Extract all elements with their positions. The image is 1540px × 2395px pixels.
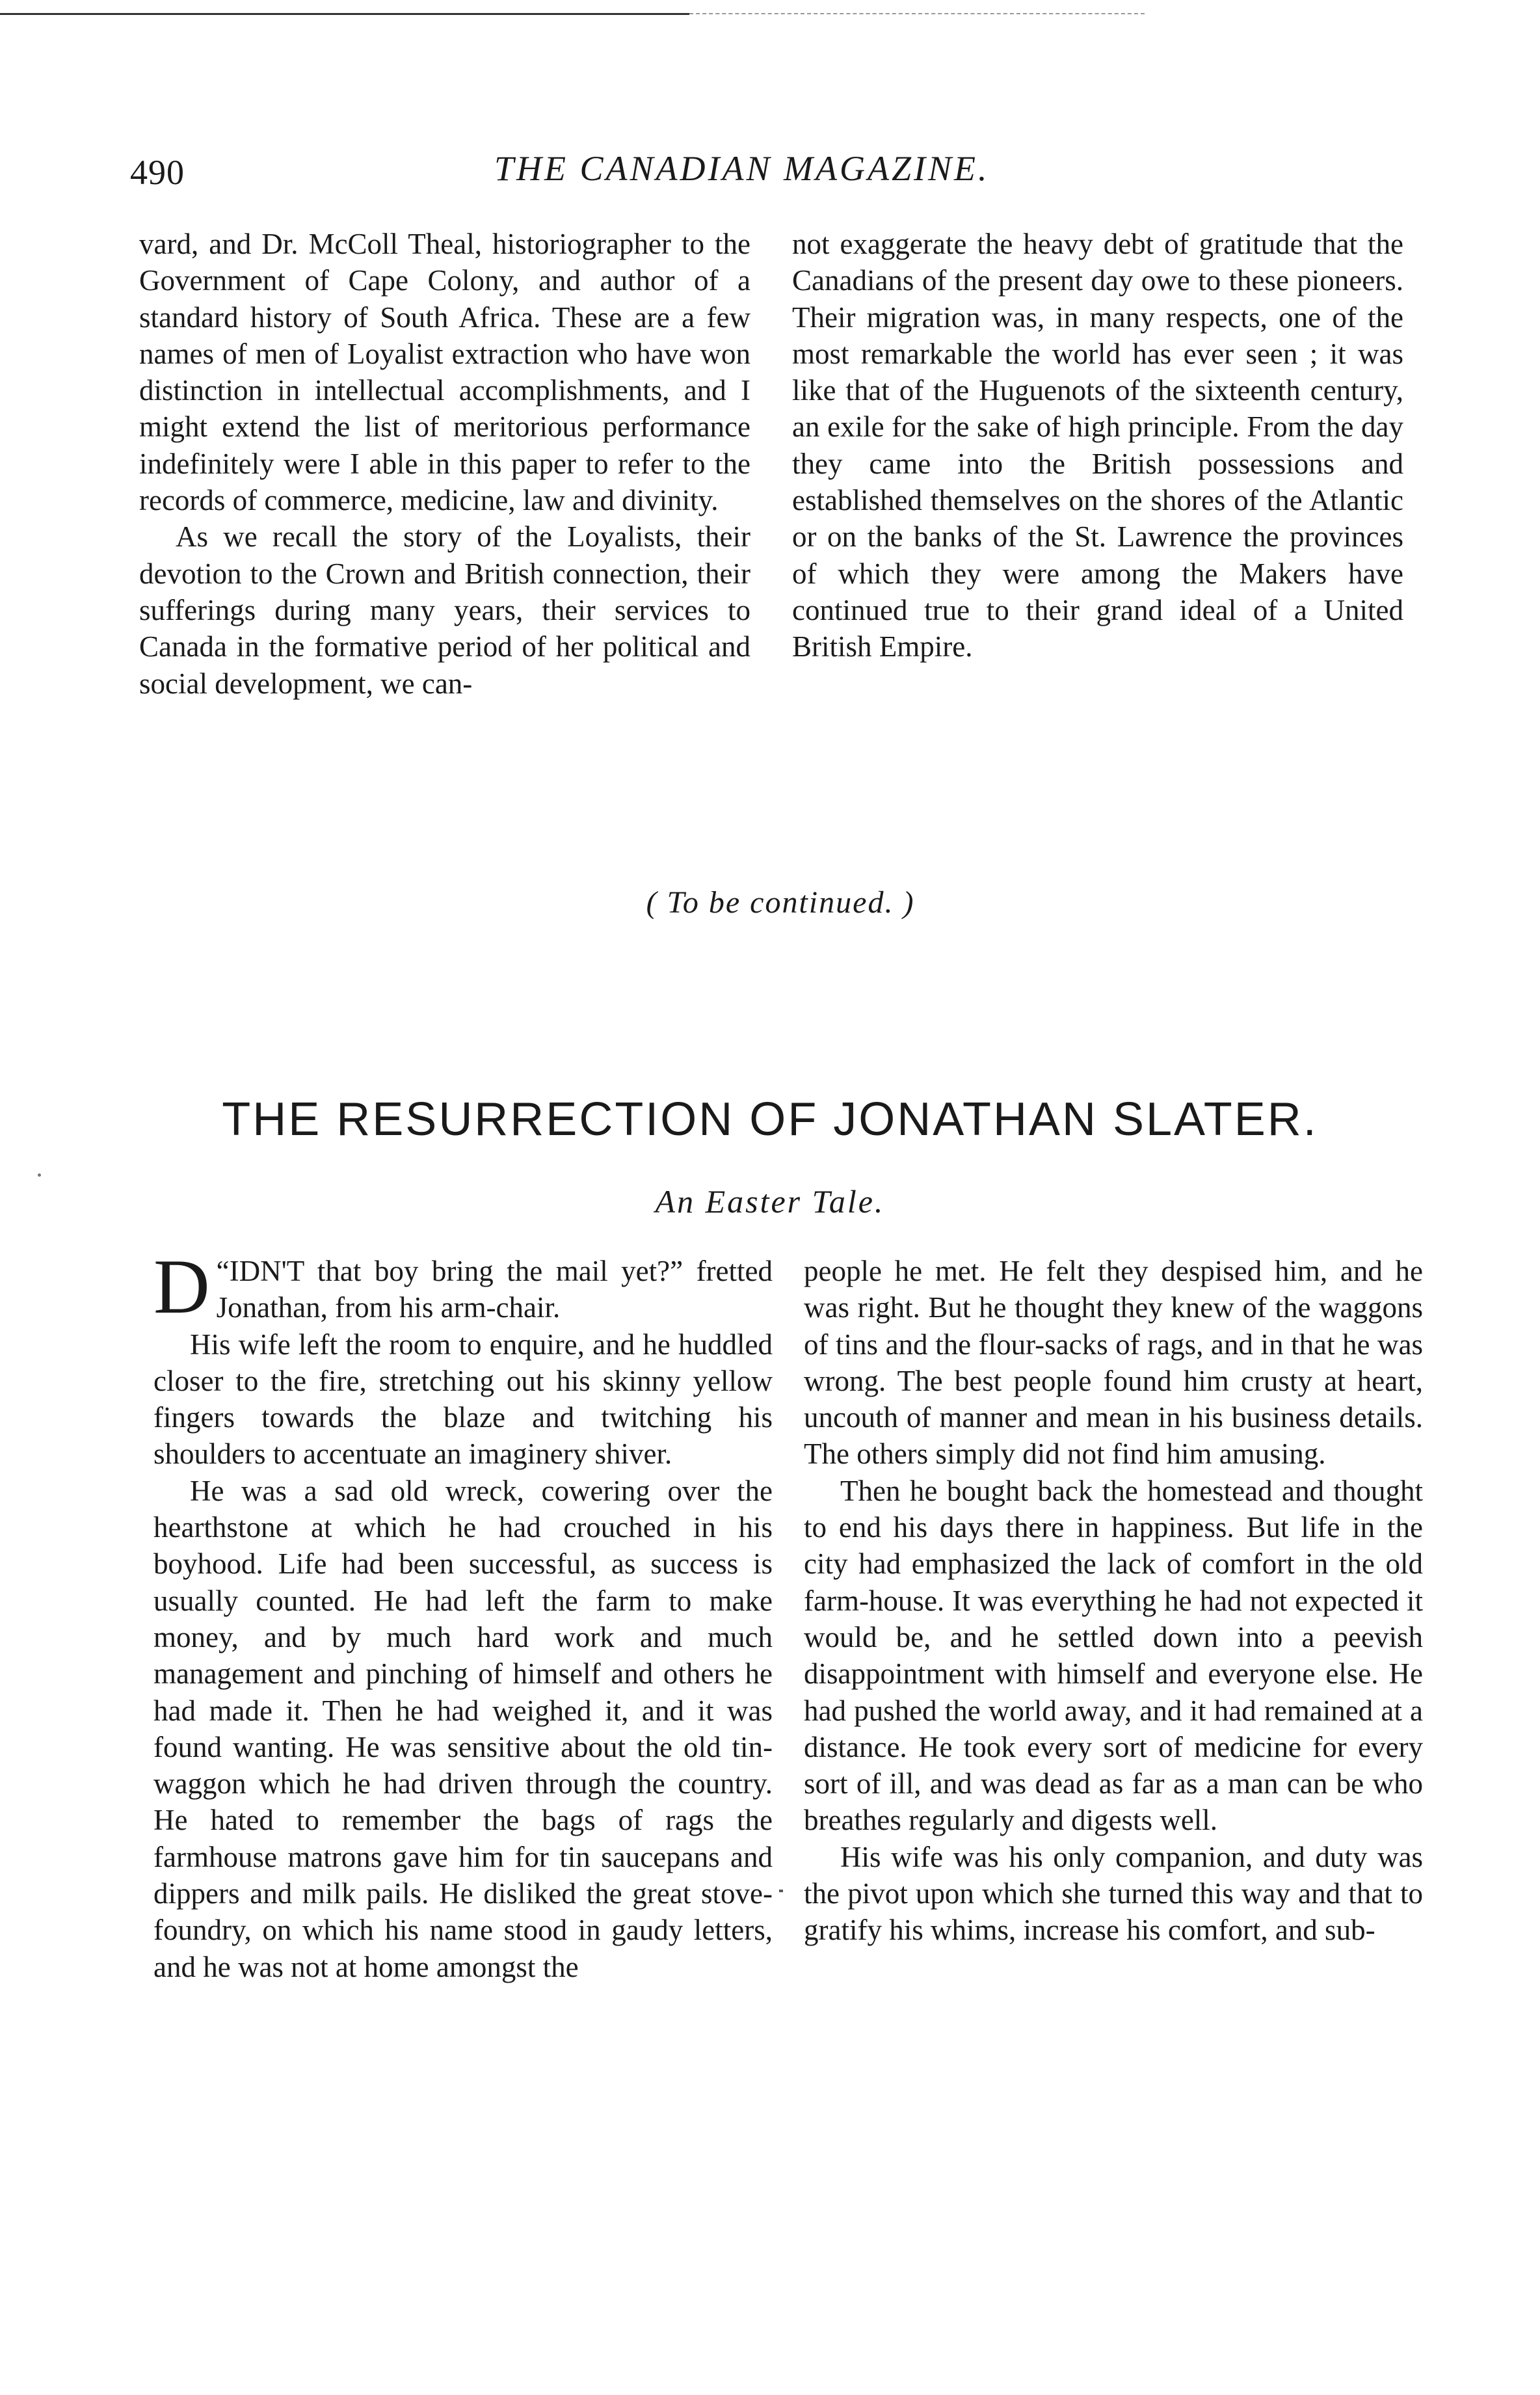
article-paragraph: vard, and Dr. McColl Theal, historiographer to the Government of Cape Colony, and author of a standard history of South Africa. These are a few names of men of Loyalist extraction who have won distinction in intellectual accomplishments, and I might extend the list of meritorious performance indefinitely were I able in this paper to refer to the records of commerce, medicine, law and divinity. (139, 228, 750, 517)
article-paragraph: As we recall the story of the Loyalists, their devotion to the Crown and British connection, their sufferings during many years, their services to Canada in the formative period of her political and social development, we can- (139, 520, 750, 700)
story-paragraph: Then he bought back the homestead and thought to end his days there in happiness. But life in the city had emphasized the lack of comfort in the old farm-house. It was everything he had not expected it would be, and he settled down into a peevish disappointment with himself and everyone else. He had pushed the world away, and it had remained at a distance. He took every sort of medicine for every sort of ill, and was dead as far as a man can be who breathes regularly and digests well. (804, 1474, 1423, 1837)
story-subtitle: An Easter Tale. (655, 1183, 885, 1220)
story-paragraph: He was a sad old wreck, cowering over the hearthstone at which he had crouched in his boyhood. Life had been successful, as success is usually counted. He had left the farm to make money, and by much hard work and much management and pinching of himself and others he had made it. Then he had weighed it, and it was found wanting. He was sensitive about the old tin-waggon which he had driven through the country. He hated to remember the bags of rags the farmhouse matrons gave him for tin saucepans and dippers and milk pails. He disliked the great stove-foundry, on which his name stood in gaudy letters, and he was not at home amongst the (153, 1474, 773, 1983)
opening-text: IDN'T that boy bring the mail yet?” fretted Jonathan, from his arm-chair. (216, 1255, 773, 1324)
story-paragraph: His wife was his only companion, and duty was the pivot upon which she turned this way and that to gratify his whims, increase his comfort, and sub- (804, 1840, 1423, 1947)
article-left-column (139, 226, 750, 702)
continued-note: ( To be continued. ) (646, 885, 915, 920)
article-paragraph: not exaggerate the heavy debt of gratitude that the Canadians of the present day owe to these pioneers. Their migration was, in many respects, one of the most remarkable the world has ever seen ; it was like that of the Huguenots of the sixteenth century, an exile for the sake of high principle. From the day they came into the British possessions and established themselves on the shores of the Atlantic or on the banks of the St. Lawrence the provinces of which they were among the Makers have continued true to their grand ideal of a United British Empire. (792, 228, 1403, 663)
story-opening-paragraph (153, 1243, 773, 1330)
top-rule (0, 13, 689, 15)
article-right-column (792, 226, 1403, 665)
page-number: 490 (130, 153, 185, 192)
story-paragraph: His wife left the room to enquire, and he huddled closer to the fire, stretching out his skinny yellow fingers towards the blaze and twitching his shoulders to accentuate an imaginery shiver. (153, 1328, 773, 1471)
story-right-column (804, 1253, 1423, 1949)
margin-mark (779, 1890, 783, 1892)
drop-cap: D (153, 1243, 210, 1330)
running-head: THE CANADIAN MAGAZINE. (494, 149, 990, 188)
opening-quote: “ (216, 1255, 230, 1287)
story-title: THE RESURRECTION OF JONATHAN SLATER. (222, 1093, 1318, 1145)
story-left-column (153, 1243, 773, 1985)
top-rule-faint (689, 13, 1145, 14)
story-paragraph: people he met. He felt they despised him, and he was right. But he thought they knew of the waggons of tins and the flour-sacks of rags, and in that he was wrong. The best people found him crusty at heart, uncouth of manner and mean in his business details. The others simply did not find him amusing. (804, 1255, 1423, 1471)
margin-speck (38, 1173, 41, 1177)
